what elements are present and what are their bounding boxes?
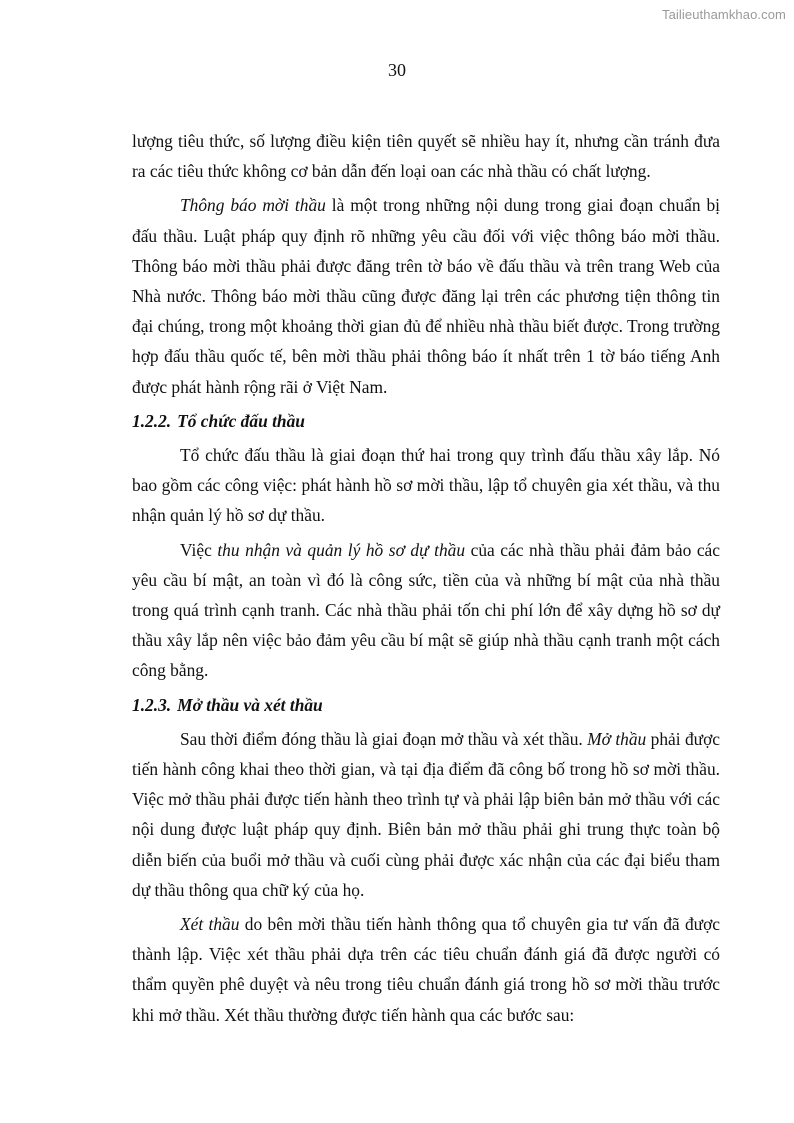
paragraph-text: phải được tiến hành công khai theo thời gian, và tại địa điểm đã công bố trong hồ sơ mời thầu. Việc mở thầu phải được tiến hành theo trình tự và phải lập biên bản mở thầu với các nội dung được luật pháp quy định. Biên bản mở thầu phải ghi trung thực toàn bộ diễn biến của buổi mở thầu và cuối cùng phải được xác nhận của các đại biểu tham dự thầu thông qua chữ ký của họ.	[132, 728, 720, 900]
paragraph-continuation: lượng tiêu thức, số lượng điều kiện tiên quyết sẽ nhiều hay ít, nhưng cần tránh đưa ra các tiêu thức không cơ bản dẫn đến loại oan các nhà thầu có chất lượng.	[132, 131, 720, 182]
section-heading-1-2-3	[132, 690, 720, 720]
paragraph-organize-bidding: Tổ chức đấu thầu là giai đoạn thứ hai trong quy trình đấu thầu xây lắp. Nó bao gồm các công việc: phát hành hồ sơ mời thầu, lập tổ chuyên gia xét thầu, và thu nhận quản lý hồ sơ dự thầu.	[132, 445, 720, 526]
paragraph-bid-evaluation	[132, 909, 720, 1030]
paragraph-text: Việc	[180, 539, 218, 560]
paragraph-text: là một trong những nội dung trong giai đoạn chuẩn bị đấu thầu. Luật pháp quy định rõ những yêu cầu đối với việc thông báo mời thầu. Thông báo mời thầu phải được đăng trên tờ báo về đấu thầu và trên trang Web của Nhà nước. Thông báo mời thầu cũng được đăng lại trên các phương tiện thông tin đại chúng, trong một khoảng thời gian đủ để nhiều nhà thầu biết được. Trong trường hợp đấu thầu quốc tế, bên mời thầu phải thông báo ít nhất trên 1 tờ báo tiếng Anh được phát hành rộng rãi ở Việt Nam.	[132, 195, 720, 397]
paragraph-text: của các nhà thầu phải đảm bảo các yêu cầu bí mật, an toàn vì đó là công sức, tiền của và những bí mật của nhà thầu trong quá trình cạnh tranh. Các nhà thầu phải tốn chi phí lớn để xây dựng hồ sơ dự thầu xây lắp nên việc bảo đảm yêu cầu bí mật sẽ giúp nhà thầu cạnh tranh một cách công bằng.	[132, 539, 720, 681]
section-title: Tổ chức đấu thầu	[177, 410, 305, 431]
paragraph-text: do bên mời thầu tiến hành thông qua tổ chuyên gia tư vấn đã được thành lập. Việc xét thầu phải dựa trên các tiêu chuẩn đánh giá đã được người có thẩm quyền phê duyệt và nêu trong tiêu chuẩn đánh giá trong hồ sơ mời thầu trước khi mở thầu. Xét thầu thường được tiến hành qua các bước sau:	[132, 914, 720, 1025]
term-bid-evaluation: Xét thầu	[180, 914, 240, 935]
document-body	[132, 126, 720, 1034]
watermark: Tailieuthamkhao.com	[661, 7, 786, 22]
term-bid-opening: Mở thầu	[587, 728, 647, 749]
paragraph-text: Sau thời điểm đóng thầu là giai đoạn mở thầu và xét thầu.	[180, 728, 588, 749]
section-heading-1-2-2	[132, 406, 720, 436]
paragraph-bid-opening	[132, 724, 720, 905]
paragraph-bid-notice	[132, 190, 720, 401]
section-number: 1.2.2.	[132, 410, 172, 431]
section-title: Mở thầu và xét thầu	[177, 694, 323, 715]
section-number: 1.2.3.	[132, 694, 172, 715]
term-receive-bids: thu nhận và quản lý hồ sơ dự thầu	[217, 539, 466, 560]
paragraph-receive-bids	[132, 535, 720, 686]
page-number: 30	[388, 60, 406, 80]
term-bid-notice: Thông báo mời thầu	[180, 195, 326, 216]
